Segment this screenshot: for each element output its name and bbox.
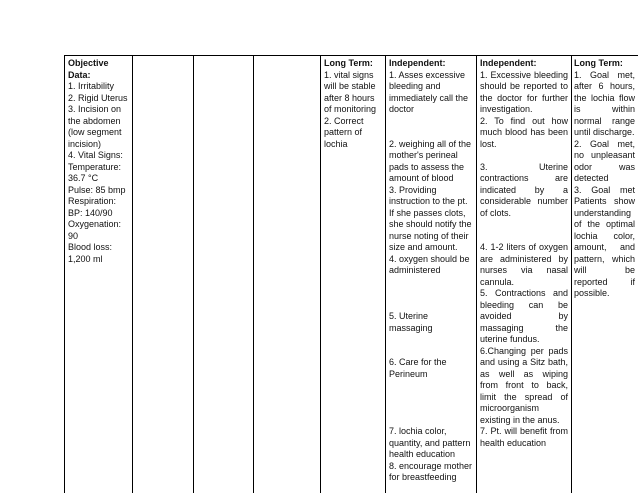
evaluation-heading: Long Term: xyxy=(574,58,623,68)
rationale-column xyxy=(477,56,572,493)
diagnosis-column xyxy=(133,56,194,493)
evaluation-text: 1. Goal met, after 6 hours, the lochia flow is within normal range until discharge. 2. Goal met, no unpleasant odor was detected 3. Goal met Patients show understanding of the optimal lochia color, amount, and pattern, which will be reported if possible. xyxy=(574,69,635,298)
evaluation-cell xyxy=(571,55,638,492)
goal-heading: Long Term: xyxy=(324,58,373,68)
interventions-column xyxy=(386,56,477,493)
goal-text: 1. vital signs will be stable after 8 hours of monitoring 2. Correct pattern of lochia xyxy=(324,69,377,149)
interventions-heading: Independent: xyxy=(389,58,446,68)
goal-column xyxy=(321,56,386,493)
interventions-text: 1. Asses excessive bleeding and immediately call the doctor 2. weighing all of the mother's perineal pads to assess the amount of blood 3. Providing instruction to the pt. If she passes clots, she should notify the nurse noting of their size and amount. 4. oxygen should be administered 5. Uterine massaging 6. Care for the Perineum 7. lochia color, quantity, and pattern health education 8. encourage mother for breastfeeding xyxy=(389,69,473,482)
rationale-text: 1. Excessive bleeding should be reported to the doctor for further investigation. 2. To find out how much blood has been lost. 3. Uterine contractions are indicated by a considerable number of clots. 4. 1-2 liters of oxygen are administered by nurses via nasal cannula. 5. Contractions and bleeding can be avoided by massaging the uterine fundus. 6.Changing per pads and using a Sitz bath, as well as wiping from front to back, limit the spread of microorganism existing in the anus. 7. Pt. will benefit from health education xyxy=(480,69,568,448)
analysis-column xyxy=(194,56,254,493)
planning-empty-column xyxy=(254,56,321,493)
assessment-column xyxy=(65,56,133,493)
care-plan-table xyxy=(64,55,595,493)
assessment-text: 1. Irritability 2. Rigid Uterus 3. Incision on the abdomen (low segment incision) 4. Vital Signs: Temperature: 36.7 °C Pulse: 85 bmp Respiration: BP: 140/90 Oxygenation: 90 Blood loss: 1,200 ml xyxy=(68,81,128,264)
rationale-heading: Independent: xyxy=(480,58,537,68)
assessment-heading: Objective Data: xyxy=(68,58,109,80)
